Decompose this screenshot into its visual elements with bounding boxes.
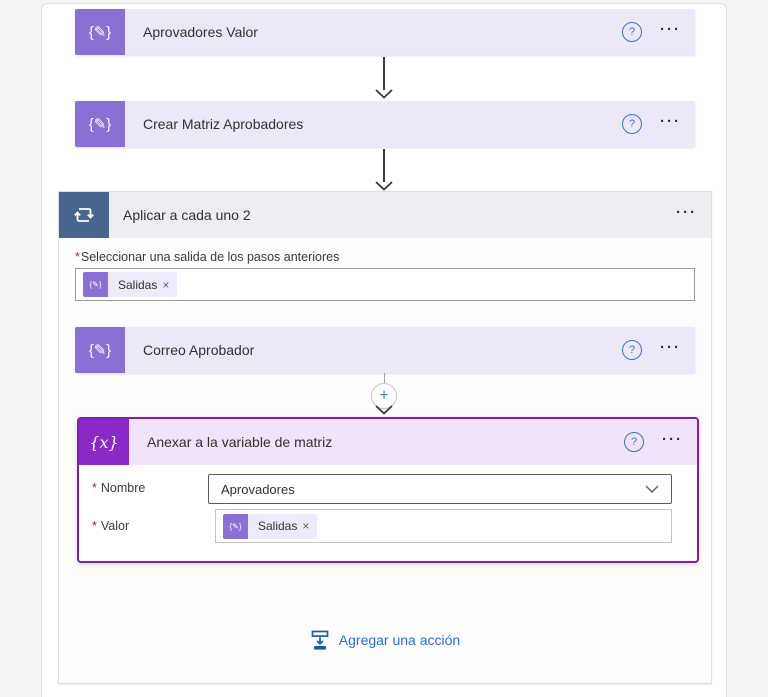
connector-line xyxy=(384,373,385,383)
more-menu-button[interactable]: ··· xyxy=(660,338,681,356)
help-icon[interactable]: ? xyxy=(624,432,644,452)
help-icon[interactable]: ? xyxy=(622,114,642,134)
scope-header-apply-to-each[interactable] xyxy=(59,192,711,238)
compose-icon: {✎} xyxy=(75,9,125,55)
action-title: Anexar a la variable de matriz xyxy=(147,434,333,450)
compose-token-icon: {✎} xyxy=(223,514,248,539)
help-icon[interactable]: ? xyxy=(622,22,642,42)
more-menu-button[interactable]: ··· xyxy=(660,20,681,38)
compose-icon: {✎} xyxy=(75,101,125,147)
more-menu-button[interactable]: ··· xyxy=(660,112,681,130)
apply-to-each-loop-icon xyxy=(59,192,109,238)
arrow-head-icon xyxy=(375,181,393,191)
required-asterisk: * xyxy=(92,481,97,495)
variable-icon: {x} xyxy=(79,419,129,465)
required-asterisk: * xyxy=(92,519,97,533)
valor-input[interactable] xyxy=(215,509,672,543)
nombre-dropdown[interactable] xyxy=(208,474,672,504)
more-menu-button[interactable]: ··· xyxy=(662,430,683,448)
arrow-head-icon xyxy=(375,405,393,415)
add-action-icon xyxy=(310,630,330,651)
token-label: Salidas xyxy=(258,519,298,533)
insert-step-button[interactable]: + xyxy=(371,383,397,409)
action-card-correo-aprobador[interactable] xyxy=(75,327,695,373)
token-close-icon[interactable]: × xyxy=(302,519,310,533)
nombre-dropdown-value: Aprovadores xyxy=(221,481,295,497)
action-title: Crear Matriz Aprobadores xyxy=(143,116,304,132)
connector-arrow xyxy=(375,149,393,191)
action-card-crear-matriz[interactable] xyxy=(75,101,695,147)
action-card-aprovadores-valor[interactable] xyxy=(75,9,695,55)
required-asterisk: * xyxy=(75,250,80,264)
token-close-icon[interactable]: × xyxy=(162,277,170,292)
action-title: Correo Aprobador xyxy=(143,342,255,358)
action-title: Aprovadores Valor xyxy=(143,24,258,40)
help-icon[interactable]: ? xyxy=(622,340,642,360)
valor-label: * Valor xyxy=(92,519,130,533)
token-label: Salidas xyxy=(118,277,158,292)
select-output-label: *Seleccionar una salida de los pasos anteriores xyxy=(75,250,340,264)
compose-token-icon: {✎} xyxy=(83,272,108,297)
chevron-down-icon xyxy=(645,485,659,493)
add-action-button[interactable] xyxy=(58,626,712,654)
more-menu-button[interactable]: ··· xyxy=(676,203,697,221)
selected-action-header[interactable] xyxy=(79,419,697,465)
scope-title: Aplicar a cada uno 2 xyxy=(123,207,251,223)
dynamic-content-token-salidas[interactable] xyxy=(83,272,177,297)
select-output-input[interactable] xyxy=(75,268,695,301)
nombre-label: * Nombre xyxy=(92,481,146,495)
dynamic-content-token-salidas[interactable] xyxy=(223,514,317,539)
add-action-label: Agregar una acción xyxy=(338,632,461,648)
arrow-head-icon xyxy=(375,89,393,99)
connector-arrow xyxy=(375,57,393,99)
compose-icon: {✎} xyxy=(75,327,125,373)
